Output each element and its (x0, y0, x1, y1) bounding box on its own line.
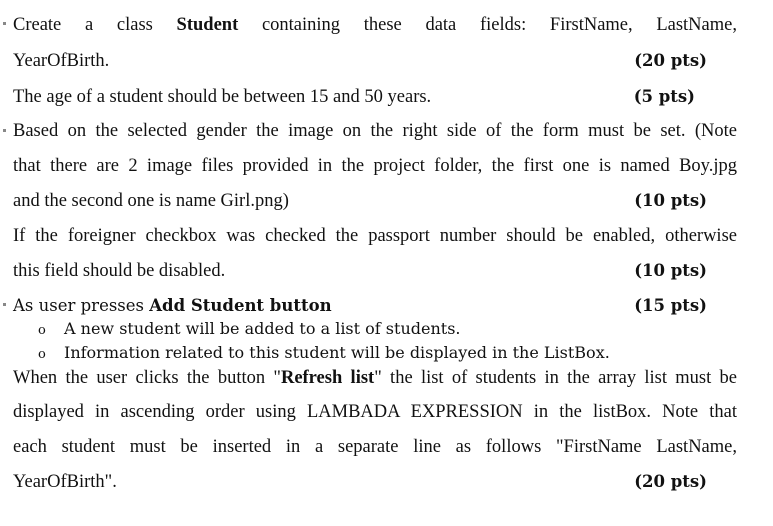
task1-line2: YearOfBirth. (13, 51, 110, 71)
task3-line2: that there are 2 image files provided in the project folder, the first one is named Boy.jpg (13, 156, 737, 176)
task1-text-fields: containing these data fields: FirstName, LastName, (238, 15, 737, 35)
task3-line3: and the second one is name Girl.png) (13, 191, 289, 211)
task6-line3: each student must be inserted in a separate line as follows "FirstName LastName, (13, 437, 737, 457)
task6-text-rest: " the list of students in the array list must be (374, 368, 738, 388)
margin-marker (3, 303, 6, 306)
task5-button-name: Add Student button (149, 296, 332, 315)
task3-points: (10 pts) (634, 191, 707, 210)
task4-line1: If the foreigner checkbox was checked the passport number should be enabled, otherwise (13, 226, 737, 246)
task6-line4: YearOfBirth". (13, 472, 117, 492)
task5-line (13, 295, 737, 317)
margin-marker (3, 22, 6, 25)
task6-text: When the user clicks the button " (13, 368, 281, 388)
task6-points: (20 pts) (634, 472, 707, 491)
task3-line1: Based on the selected gender the image on the right side of the form must be set. (Note (13, 121, 737, 141)
margin-marker (3, 129, 6, 132)
task2-points: (5 pts) (633, 87, 695, 106)
task5-text: As user presses (13, 296, 150, 315)
task6-button-name: Refresh list (280, 368, 375, 388)
task1-points: (20 pts) (634, 51, 707, 70)
task5-bullet-2-text: Information related to this student will be displayed in the ListBox. (64, 343, 610, 362)
task2-line: The age of a student should be between 15 and 50 years. (13, 87, 432, 107)
task4-line2: this field should be disabled. (13, 261, 226, 281)
task5-bullet-1-text: A new student will be added to a list of students. (64, 319, 461, 338)
task6-line1 (13, 367, 737, 389)
task1-class-name: Student (176, 15, 239, 35)
task5-bullet-2 (38, 342, 610, 366)
task5-points: (15 pts) (634, 296, 707, 315)
task4-points: (10 pts) (634, 261, 707, 280)
task1-line1 (13, 14, 737, 36)
bullet-marker: o (38, 323, 46, 338)
task5-bullet-1 (38, 318, 460, 342)
task1-text: Create a class (13, 15, 177, 35)
bullet-marker: o (38, 347, 46, 362)
task6-line2: displayed in ascending order using LAMBADA EXPRESSION in the listBox. Note that (13, 402, 737, 422)
